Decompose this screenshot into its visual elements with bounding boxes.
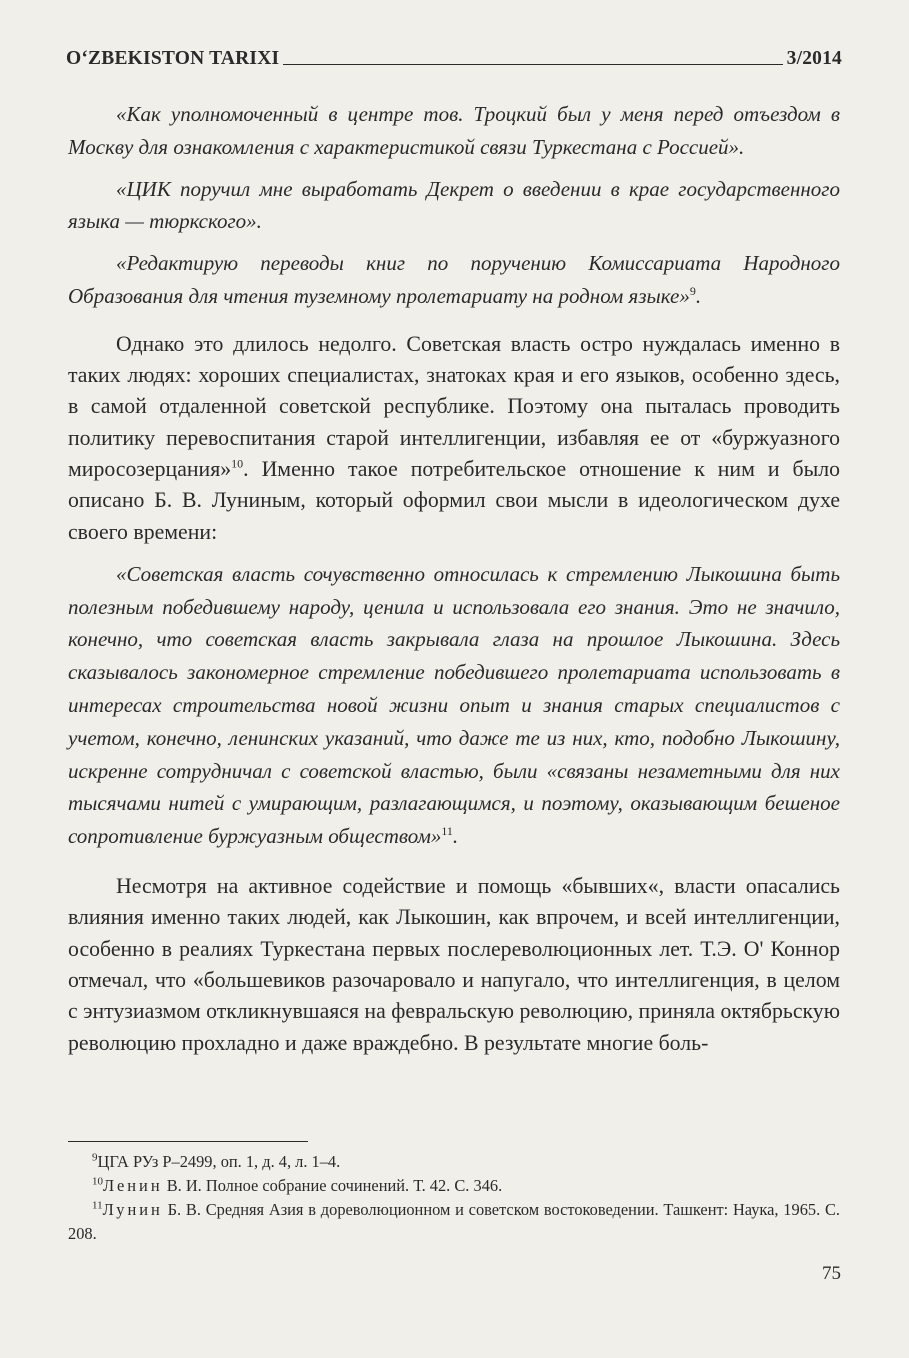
body-paragraph <box>68 329 840 548</box>
footnote-text: Б. В. Средняя Азия в дореволюционном и советском востоковедении. Ташкент: Наука, 1965. С. 208. <box>68 1200 840 1243</box>
quote-paragraph <box>68 558 840 853</box>
footnote-number: 11 <box>92 1199 103 1212</box>
footnote-ref: 11 <box>441 824 453 839</box>
footnote-ref: 9 <box>689 283 696 298</box>
footnote-text: ЦГА РУз Р–2499, оп. 1, д. 4, л. 1–4. <box>97 1152 341 1171</box>
footnote-number: 9 <box>92 1151 98 1164</box>
footnote-author: Ленин <box>103 1176 163 1195</box>
quote-end: . <box>695 283 702 308</box>
quote-end: . <box>452 824 459 849</box>
article-body <box>68 98 840 1069</box>
quote-paragraph <box>68 247 840 313</box>
footnote <box>68 1150 840 1174</box>
footnote-ref: 10 <box>231 456 244 471</box>
paragraph-text: . Именно такое потребительское отношение к ним и было описано Б. В. Луниным, который оформил свои мысли в идеологическом духе своего времени: <box>68 456 840 544</box>
footnote-author: Лунин <box>102 1200 163 1219</box>
header-rule <box>283 64 782 65</box>
footnote-text: В. И. Полное собрание сочинений. Т. 42. С. 346. <box>162 1176 503 1195</box>
issue-number: 3/2014 <box>786 48 842 69</box>
quote-paragraph: «ЦИК поручил мне выработать Декрет о введении в крае государственного языка — тюркского». <box>68 176 840 234</box>
footnote <box>68 1198 840 1246</box>
footnote-rule <box>68 1141 308 1142</box>
quote-text: «Советская власть сочувственно относилась к стремлению Лыкошина быть полезным победившему народу, ценила и использовала его знания. Это не значило, конечно, что советская власть закрывала глаза на прошлое Лыкошина. Здесь сказывалось закономерное стремление победившего пролетариата использовать в интересах строительства новой жизни опыт и знания старых специалистов с учетом, конечно, ленинских указаний, что даже те из них, кто, подобно Лыкошину, искренне сотрудничал с советской властью, были «связаны незаметными для них тысячами нитей с умирающим, разлагающимся, и поэтому, оказывающим бешеное сопротивление буржуазным обществом» <box>68 561 840 849</box>
journal-title: O‘ZBEKISTON TARIXI <box>66 48 280 69</box>
footnote-number: 10 <box>92 1175 103 1188</box>
footnotes <box>68 1150 840 1246</box>
quote-text: «Редактирую переводы книг по поручению Комиссариата Народного Образования для чтения туземному пролетариату на родном языке» <box>68 251 840 308</box>
paragraph-text: Однако это длилось недолго. Советская власть остро нуждалась именно в таких людях: хороших специалистах, знатоках края и его языков, особенно здесь, в самой отдаленной советской республике. Поэтому она пыталась проводить политику перевоспитания старой интеллигенции, избавляя ее от «буржуазного миросозерцания» <box>68 331 840 481</box>
quote-paragraph: «Как уполномоченный в центре тов. Троцкий был у меня перед отъездом в Москву для ознакомления с характеристикой связи Туркестана с Россией». <box>68 102 840 159</box>
page-number: 75 <box>822 1263 841 1284</box>
running-header <box>66 40 842 70</box>
body-paragraph: Несмотря на активное содействие и помощь «бывших«, власти опасались влияния именно таких людей, как Лыкошин, как впрочем, и всей интеллигенции, особенно в реалиях Туркестана первых послереволюционных лет. Т.Э. О' Коннор отмечал, что «большевиков разочаровало и напугало, что интеллигенция, в целом с энтузиазмом откликнувшаяся на февральскую революцию, приняла октябрьскую революцию прохладно и даже враждебно. В результате многие боль- <box>68 874 840 1055</box>
footnote <box>68 1174 840 1198</box>
